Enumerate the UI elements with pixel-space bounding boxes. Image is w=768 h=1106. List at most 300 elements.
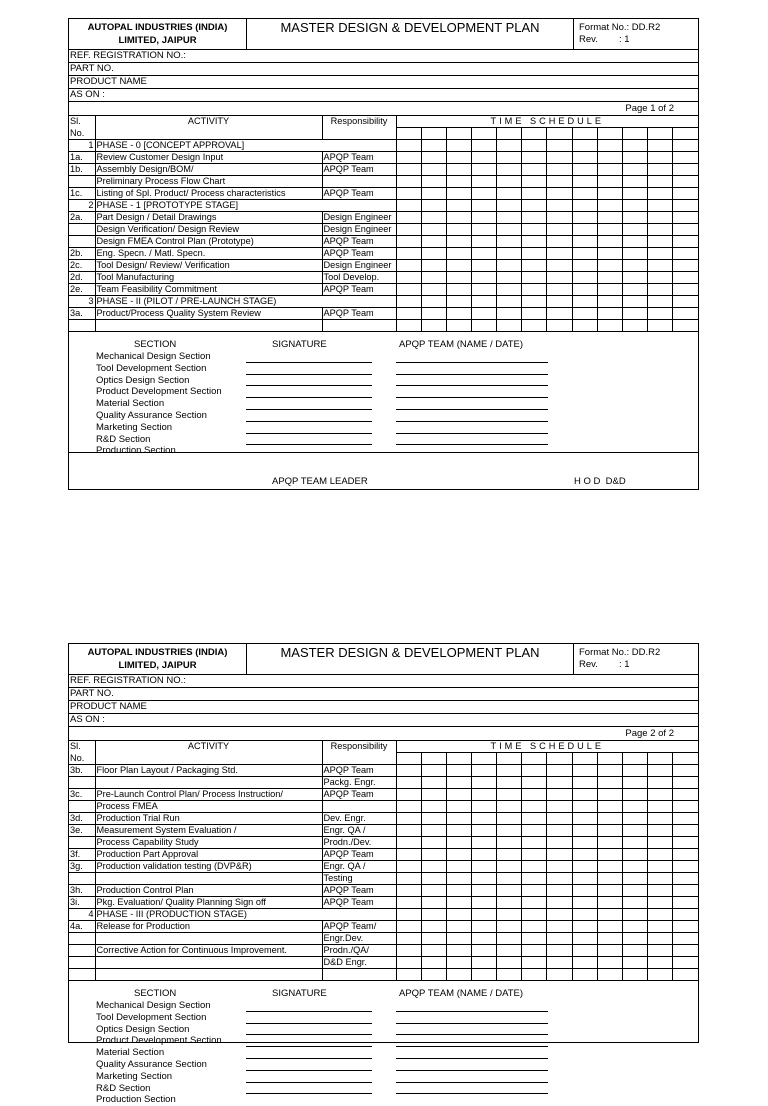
schedule-cell [446, 128, 471, 140]
schedule-cell [597, 861, 622, 873]
table-row [69, 308, 698, 320]
signature-line[interactable] [246, 1023, 372, 1024]
schedule-cell [622, 152, 647, 164]
table-row [69, 933, 698, 945]
schedule-cell [396, 789, 421, 801]
activity-cell [95, 320, 322, 332]
row-number: 3g. [69, 861, 95, 873]
schedule-cell [421, 140, 446, 152]
schedule-cell [622, 909, 647, 921]
row-number: 1 [69, 140, 95, 152]
schedule-cell [421, 308, 446, 320]
schedule-cell [648, 897, 673, 909]
schedule-cell [446, 320, 471, 332]
activity-cell: Design FMEA Control Plan (Prototype) [95, 236, 322, 248]
schedule-cell [547, 945, 572, 957]
table-row [69, 945, 698, 957]
schedule-cell [471, 765, 496, 777]
signature-line[interactable] [246, 1011, 372, 1012]
schedule-cell [597, 224, 622, 236]
section-name: Quality Assurance Section [96, 409, 207, 421]
schedule-cell [673, 921, 698, 933]
schedule-cell [673, 236, 698, 248]
section-name: Production Section [96, 1094, 176, 1106]
signature-line[interactable] [246, 444, 372, 445]
section-name: Material Section [96, 1047, 165, 1059]
activity-cell: Process Capability Study [95, 837, 322, 849]
schedule-cell [673, 176, 698, 188]
signature-line[interactable] [246, 1034, 372, 1035]
schedule-cell [421, 272, 446, 284]
schedule-cell [622, 933, 647, 945]
schedule-cell [497, 128, 522, 140]
schedule-cell [622, 777, 647, 789]
time-schedule-header: TIME SCHEDULE [396, 116, 698, 128]
apqp-name-date-line[interactable] [396, 433, 548, 434]
schedule-cell [522, 236, 547, 248]
schedule-cell [648, 861, 673, 873]
activity-cell: Tool Manufacturing [95, 272, 322, 284]
schedule-cell [673, 128, 698, 140]
responsibility-cell: Engr. QA / [322, 825, 396, 837]
schedule-cell [673, 272, 698, 284]
schedule-cell [622, 957, 647, 969]
schedule-cell [497, 825, 522, 837]
row-number: 3c. [69, 789, 95, 801]
responsibility-cell: APQP Team [322, 308, 396, 320]
schedule-cell [497, 753, 522, 765]
responsibility-cell: Prodn./Dev. [322, 837, 396, 849]
company-line-1: AUTOPAL INDUSTRIES (INDIA) [87, 22, 228, 33]
schedule-cell [622, 236, 647, 248]
schedule-cell [622, 224, 647, 236]
schedule-cell [421, 849, 446, 861]
schedule-cell [396, 236, 421, 248]
schedule-cell [622, 969, 647, 981]
responsibility-cell: Design Engineer [322, 260, 396, 272]
schedule-cell [421, 188, 446, 200]
signature-line[interactable] [246, 1093, 372, 1094]
form-header [69, 19, 698, 50]
schedule-cell [396, 200, 421, 212]
schedule-cell [597, 837, 622, 849]
schedule-cell [446, 164, 471, 176]
responsibility-header: Responsibility [322, 741, 396, 753]
schedule-cell [421, 765, 446, 777]
apqp-name-date-line[interactable] [396, 1034, 548, 1035]
schedule-cell [421, 284, 446, 296]
apqp-name-date-line[interactable] [396, 1046, 548, 1047]
schedule-cell [396, 885, 421, 897]
schedule-cell [572, 933, 597, 945]
responsibility-cell: APQP Team/ [322, 921, 396, 933]
responsibility-cell: Packg. Engr. [322, 777, 396, 789]
schedule-cell [597, 909, 622, 921]
row-number: 1a. [69, 152, 95, 164]
apqp-name-date-line[interactable] [396, 421, 548, 422]
schedule-cell [522, 765, 547, 777]
schedule-cell [648, 825, 673, 837]
schedule-cell [673, 140, 698, 152]
schedule-cell [547, 957, 572, 969]
phase-row [69, 296, 698, 308]
signature-line[interactable] [246, 421, 372, 422]
schedule-cell [471, 140, 496, 152]
schedule-cell [547, 260, 572, 272]
schedule-cell [547, 272, 572, 284]
schedule-cell [597, 200, 622, 212]
schedule-cell [446, 789, 471, 801]
row-number: 2c. [69, 260, 95, 272]
info-field: AS ON : [69, 714, 698, 727]
responsibility-cell: APQP Team [322, 789, 396, 801]
schedule-cell [547, 236, 572, 248]
activity-cell [95, 969, 322, 981]
signature-line[interactable] [246, 433, 372, 434]
schedule-cell [572, 789, 597, 801]
activity-cell: Team Feasibility Commitment [95, 284, 322, 296]
section-header: SECTION [134, 988, 177, 999]
signature-line[interactable] [246, 409, 372, 410]
schedule-cell [421, 873, 446, 885]
schedule-cell [572, 861, 597, 873]
activity-cell: Pkg. Evaluation/ Quality Planning Sign off [95, 897, 322, 909]
info-field: AS ON : [69, 89, 698, 102]
schedule-cell [622, 813, 647, 825]
apqp-name-date-line[interactable] [396, 397, 548, 398]
schedule-cell [673, 861, 698, 873]
apqp-name-date-line[interactable] [396, 1011, 548, 1012]
signature-line[interactable] [246, 374, 372, 375]
schedule-cell [572, 837, 597, 849]
schedule-cell [421, 164, 446, 176]
schedule-cell [597, 813, 622, 825]
section-name: Production Section [96, 445, 176, 457]
responsibility-cell: APQP Team [322, 164, 396, 176]
schedule-cell [471, 957, 496, 969]
schedule-cell [648, 933, 673, 945]
schedule-cell [497, 164, 522, 176]
section-name: Product Development Section [96, 1035, 222, 1047]
schedule-cell [572, 200, 597, 212]
signature-line[interactable] [246, 1058, 372, 1059]
row-number [69, 969, 95, 981]
table-row [69, 969, 698, 981]
phase-row [69, 200, 698, 212]
schedule-cell [572, 320, 597, 332]
schedule-cell [572, 777, 597, 789]
signature-line[interactable] [246, 362, 372, 363]
responsibility-cell: Engr.Dev. [322, 933, 396, 945]
apqp-name-date-line[interactable] [396, 1070, 548, 1071]
sl-header: Sl. [69, 741, 95, 753]
row-number: 3b. [69, 765, 95, 777]
schedule-cell [446, 849, 471, 861]
apqp-name-date-line[interactable] [396, 1093, 548, 1094]
signature-line[interactable] [246, 1046, 372, 1047]
schedule-cell [471, 296, 496, 308]
company-name [69, 19, 247, 49]
schedule-cell [673, 801, 698, 813]
row-number: 3e. [69, 825, 95, 837]
schedule-cell [622, 945, 647, 957]
schedule-cell [547, 909, 572, 921]
schedule-cell [421, 801, 446, 813]
table-row [69, 897, 698, 909]
schedule-cell [648, 320, 673, 332]
schedule-cell [446, 957, 471, 969]
schedule-cell [648, 849, 673, 861]
schedule-cell [622, 260, 647, 272]
schedule-cell [497, 957, 522, 969]
schedule-cell [622, 849, 647, 861]
schedule-cell [446, 825, 471, 837]
schedule-cell [648, 260, 673, 272]
schedule-cell [648, 212, 673, 224]
schedule-table [69, 115, 698, 331]
schedule-cell [622, 825, 647, 837]
section-name: Tool Development Section [96, 362, 207, 374]
form-header [69, 644, 698, 675]
responsibility-cell: APQP Team [322, 849, 396, 861]
format-info [574, 19, 698, 49]
table-row [69, 248, 698, 260]
row-number: 3h. [69, 885, 95, 897]
schedule-cell [471, 873, 496, 885]
schedule-cell [572, 224, 597, 236]
format-info [574, 644, 698, 674]
schedule-cell [471, 861, 496, 873]
schedule-cell [446, 176, 471, 188]
schedule-cell [522, 873, 547, 885]
row-number: 2 [69, 200, 95, 212]
activity-cell: Production Control Plan [95, 885, 322, 897]
row-number [69, 837, 95, 849]
activity-cell: Review Customer Design Input [95, 152, 322, 164]
schedule-cell [522, 140, 547, 152]
schedule-cell [522, 284, 547, 296]
apqp-name-date-line[interactable] [396, 1058, 548, 1059]
section-name: Mechanical Design Section [96, 351, 211, 362]
activity-cell: Assembly Design/BOM/ [95, 164, 322, 176]
signature-line[interactable] [246, 1082, 372, 1083]
schedule-cell [648, 885, 673, 897]
schedule-cell [421, 921, 446, 933]
schedule-cell [673, 849, 698, 861]
schedule-cell [471, 224, 496, 236]
schedule-cell [648, 236, 673, 248]
schedule-cell [673, 224, 698, 236]
schedule-cell [648, 909, 673, 921]
apqp-name-date-line[interactable] [396, 374, 548, 375]
schedule-cell [421, 825, 446, 837]
company-name [69, 644, 247, 674]
apqp-name-date-line[interactable] [396, 444, 548, 445]
company-line-2: LIMITED, JAIPUR [118, 660, 197, 671]
row-number [69, 320, 95, 332]
activity-cell: Corrective Action for Continuous Improvement. [95, 945, 322, 957]
schedule-cell [497, 296, 522, 308]
schedule-cell [446, 188, 471, 200]
schedule-cell [622, 272, 647, 284]
schedule-cell [673, 825, 698, 837]
schedule-cell [446, 765, 471, 777]
schedule-cell [597, 296, 622, 308]
schedule-cell [648, 753, 673, 765]
schedule-cell [547, 777, 572, 789]
responsibility-cell: APQP Team [322, 885, 396, 897]
schedule-cell [572, 260, 597, 272]
schedule-cell [673, 909, 698, 921]
hod-dd: H O D D&D [574, 476, 626, 487]
schedule-cell [673, 813, 698, 825]
schedule-cell [497, 777, 522, 789]
row-number [69, 176, 95, 188]
schedule-cell [421, 200, 446, 212]
schedule-cell [396, 921, 421, 933]
apqp-name-date-line[interactable] [396, 1023, 548, 1024]
row-number [69, 801, 95, 813]
schedule-cell [597, 777, 622, 789]
activity-cell: Floor Plan Layout / Packaging Std. [95, 765, 322, 777]
schedule-cell [648, 777, 673, 789]
table-row [69, 825, 698, 837]
responsibility-cell: APQP Team [322, 284, 396, 296]
schedule-cell [572, 176, 597, 188]
schedule-cell [572, 957, 597, 969]
no-header: No. [69, 753, 95, 765]
schedule-cell [471, 909, 496, 921]
schedule-cell [471, 945, 496, 957]
schedule-cell [572, 909, 597, 921]
schedule-cell [421, 909, 446, 921]
schedule-cell [471, 897, 496, 909]
apqp-name-date-line[interactable] [396, 1082, 548, 1083]
schedule-cell [597, 849, 622, 861]
schedule-cell [421, 957, 446, 969]
apqp-name-date-line[interactable] [396, 362, 548, 363]
responsibility-cell: Design Engineer [322, 212, 396, 224]
schedule-cell [446, 296, 471, 308]
signature-line[interactable] [246, 385, 372, 386]
responsibility-header: Responsibility [322, 116, 396, 128]
schedule-cell [471, 320, 496, 332]
responsibility-cell: APQP Team [322, 236, 396, 248]
table-row [69, 957, 698, 969]
schedule-cell [572, 212, 597, 224]
schedule-cell [673, 969, 698, 981]
schedule-cell [522, 969, 547, 981]
no-header: No. [69, 128, 95, 140]
schedule-cell [547, 188, 572, 200]
schedule-cell [396, 849, 421, 861]
table-row [69, 188, 698, 200]
schedule-cell [471, 152, 496, 164]
signature-line[interactable] [246, 1070, 372, 1071]
schedule-cell [522, 909, 547, 921]
schedule-cell [648, 140, 673, 152]
schedule-cell [522, 224, 547, 236]
schedule-cell [547, 849, 572, 861]
schedule-cell [421, 320, 446, 332]
schedule-cell [622, 837, 647, 849]
schedule-cell [522, 945, 547, 957]
schedule-cell [396, 128, 421, 140]
approval-footer [69, 452, 698, 489]
schedule-cell [648, 969, 673, 981]
responsibility-cell: Testing [322, 873, 396, 885]
table-row [69, 801, 698, 813]
schedule-cell [522, 164, 547, 176]
schedule-cell [673, 765, 698, 777]
table-row [69, 224, 698, 236]
schedule-cell [396, 969, 421, 981]
page-number: Page 1 of 2 [625, 103, 674, 114]
schedule-cell [396, 296, 421, 308]
row-number: 1b. [69, 164, 95, 176]
schedule-cell [421, 933, 446, 945]
row-number [69, 945, 95, 957]
apqp-team-header: APQP TEAM (NAME / DATE) [399, 988, 524, 999]
schedule-cell [572, 873, 597, 885]
schedule-cell [497, 308, 522, 320]
schedule-cell [572, 248, 597, 260]
schedule-cell [597, 152, 622, 164]
schedule-cell [396, 176, 421, 188]
apqp-name-date-line[interactable] [396, 385, 548, 386]
schedule-cell [396, 777, 421, 789]
schedule-cell [648, 308, 673, 320]
schedule-cell [421, 969, 446, 981]
responsibility-cell: APQP Team [322, 765, 396, 777]
apqp-name-date-line[interactable] [396, 409, 548, 410]
schedule-cell [673, 188, 698, 200]
schedule-cell [446, 212, 471, 224]
schedule-cell [446, 969, 471, 981]
schedule-cell [547, 284, 572, 296]
schedule-cell [446, 837, 471, 849]
schedule-cell [572, 128, 597, 140]
schedule-cell [471, 236, 496, 248]
schedule-cell [622, 789, 647, 801]
section-list [96, 351, 222, 457]
schedule-cell [522, 296, 547, 308]
schedule-cell [597, 957, 622, 969]
schedule-cell [547, 152, 572, 164]
schedule-cell [673, 897, 698, 909]
row-number [69, 236, 95, 248]
row-number: 3 [69, 296, 95, 308]
schedule-cell [522, 801, 547, 813]
activity-cell: Process FMEA [95, 801, 322, 813]
schedule-cell [648, 789, 673, 801]
schedule-cell [471, 176, 496, 188]
signature-section [69, 980, 698, 1106]
schedule-cell [522, 260, 547, 272]
schedule-cell [622, 248, 647, 260]
schedule-cell [597, 969, 622, 981]
schedule-cell [421, 248, 446, 260]
schedule-cell [446, 897, 471, 909]
schedule-cell [622, 765, 647, 777]
activity-cell: Production validation testing (DVP&R) [95, 861, 322, 873]
signature-line[interactable] [246, 397, 372, 398]
schedule-cell [547, 128, 572, 140]
schedule-cell [597, 885, 622, 897]
schedule-cell [648, 128, 673, 140]
schedule-cell [547, 200, 572, 212]
schedule-cell [471, 885, 496, 897]
